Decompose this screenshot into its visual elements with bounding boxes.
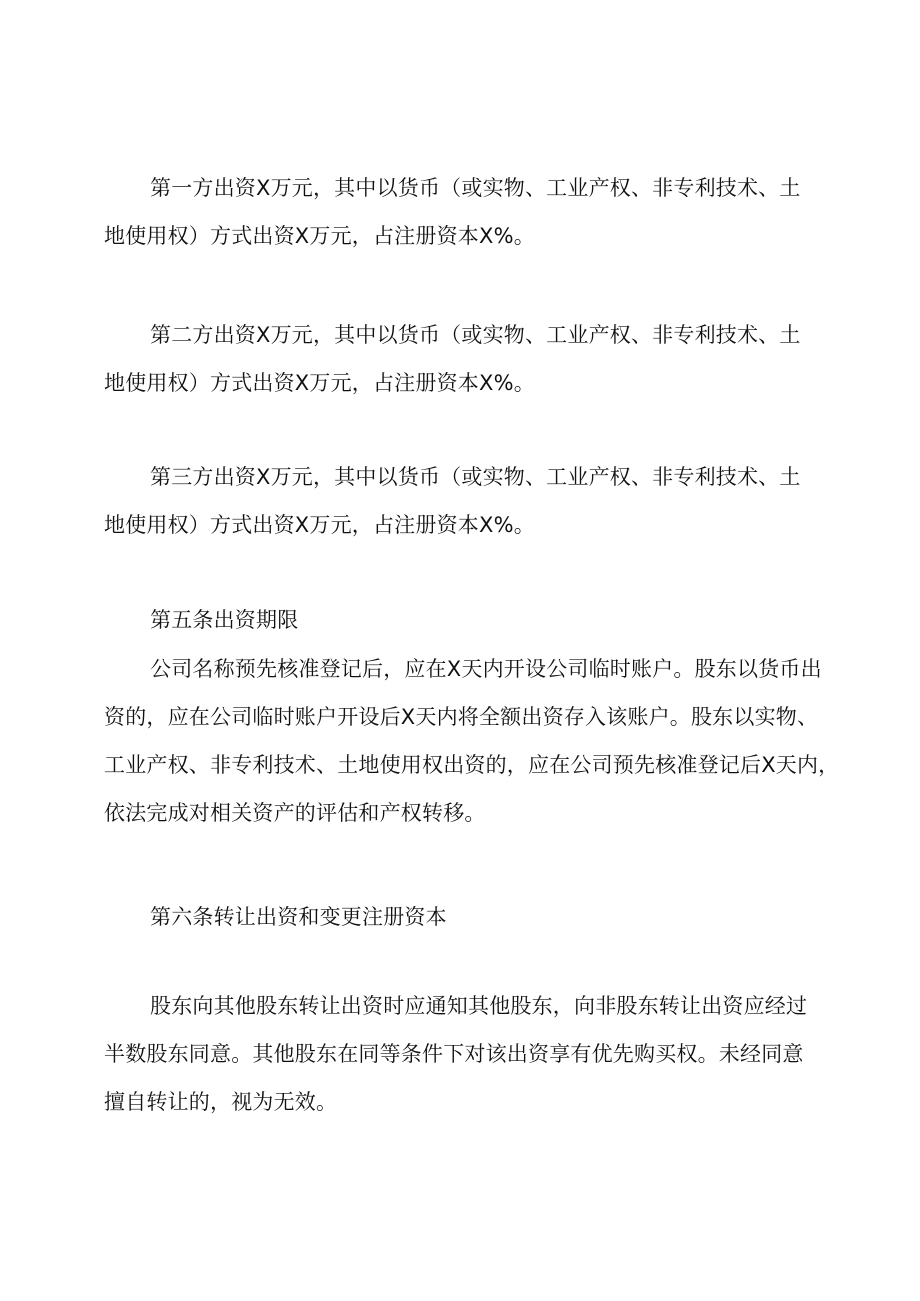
article-5-line-2: 资的，应在公司临时账户开设后X天内将全额出资存入该账户。股东以实物、: [104, 705, 819, 729]
contribution-paragraph-3: [104, 453, 824, 549]
contribution-2-line-2: 地使用权）方式出资X万元，占注册资本X%。: [104, 371, 535, 395]
article-5-line-1: 公司名称预先核准登记后，应在X天内开设公司临时账户。股东以货币出: [150, 657, 822, 681]
article-5-line-4: 依法完成对相关资产的评估和产权转移。: [104, 801, 486, 825]
contribution-3-line-2: 地使用权）方式出资X万元，占注册资本X%。: [104, 513, 535, 537]
article-6-line-2: 半数股东同意。其他股东在同等条件下对该出资享有优先购买权。未经同意: [104, 1042, 804, 1066]
article-5-paragraph: [104, 645, 840, 837]
article-6-line-1: 股东向其他股东转让出资时应通知其他股东，向非股东转让出资应经过: [150, 994, 808, 1018]
contribution-2-line-1: 第二方出资X万元，其中以货币（或实物、工业产权、非专利技术、土: [150, 323, 801, 347]
contribution-paragraph-2: [104, 311, 824, 407]
article-6-paragraph: [104, 982, 824, 1126]
article-6-line-3: 擅自转让的，视为无效。: [104, 1090, 338, 1114]
contribution-3-line-1: 第三方出资X万元，其中以货币（或实物、工业产权、非专利技术、土: [150, 465, 801, 489]
contribution-1-line-2: 地使用权）方式出资X万元，占注册资本X%。: [104, 224, 535, 248]
article-5-heading: 第五条出资期限: [150, 608, 299, 632]
contribution-paragraph-1: [104, 164, 824, 260]
article-6-heading: 第六条转让出资和变更注册资本: [150, 905, 447, 929]
article-5-line-3: 工业产权、非专利技术、土地使用权出资的，应在公司预先核准登记后X天内，: [104, 753, 840, 777]
contribution-1-line-1: 第一方出资X万元，其中以货币（或实物、工业产权、非专利技术、土: [150, 176, 801, 200]
